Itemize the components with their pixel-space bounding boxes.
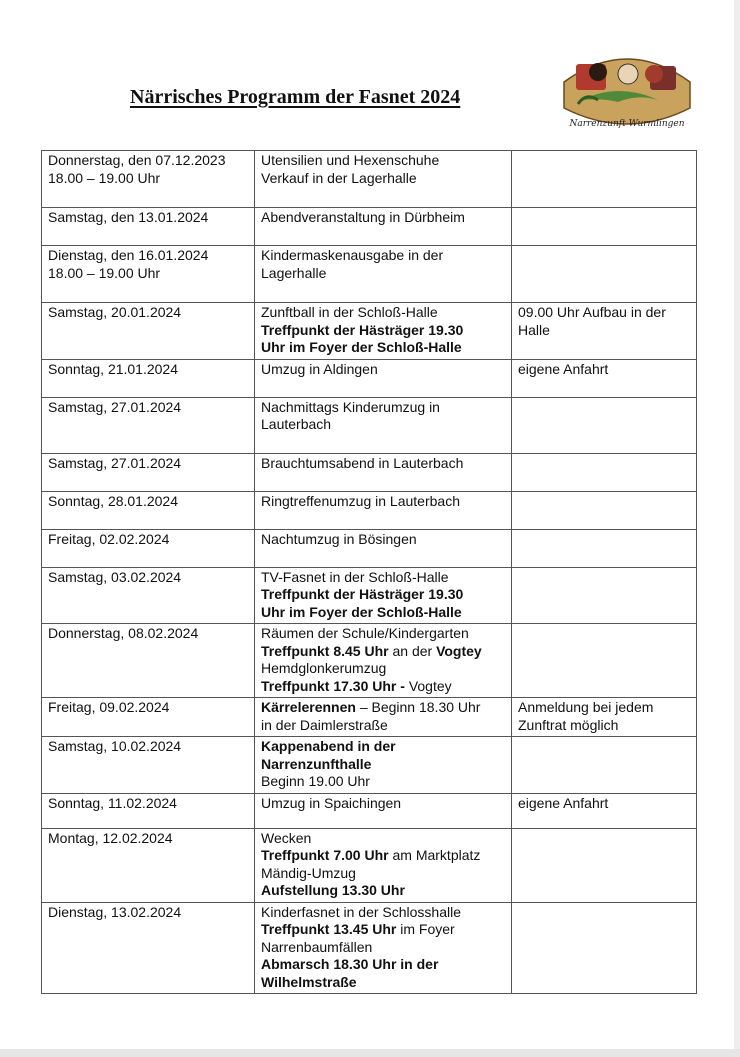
program-table bbox=[41, 150, 697, 994]
event-line bbox=[261, 304, 505, 322]
event-line bbox=[261, 416, 505, 434]
event-text-bold: Abmarsch 18.30 Uhr in der bbox=[261, 956, 439, 972]
event-cell bbox=[255, 529, 512, 567]
event-cell bbox=[255, 303, 512, 360]
date-line: Samstag, 10.02.2024 bbox=[48, 738, 182, 754]
note-cell: eigene Anfahrt bbox=[512, 359, 697, 397]
event-text: Nachtumzug in Bösingen bbox=[261, 530, 417, 547]
table-row bbox=[42, 491, 697, 529]
date-cell bbox=[42, 902, 255, 994]
event-text-bold: Kärrelerennen bbox=[261, 699, 356, 715]
event-cell bbox=[255, 793, 512, 828]
table-row bbox=[42, 151, 697, 208]
event-text: TV-Fasnet in der Schloß-Halle bbox=[261, 568, 449, 585]
event-cell bbox=[255, 359, 512, 397]
date-line: Freitag, 09.02.2024 bbox=[48, 699, 170, 715]
event-text-bold: Vogtey bbox=[436, 642, 482, 659]
table-row bbox=[42, 397, 697, 453]
event-text: Umzug in Aldingen bbox=[261, 360, 378, 377]
date-line: Dienstag, den 16.01.2024 bbox=[48, 247, 209, 263]
event-cell bbox=[255, 491, 512, 529]
date-cell bbox=[42, 793, 255, 828]
event-text: Hemdglonkerumzug bbox=[261, 660, 387, 676]
note-cell bbox=[512, 151, 697, 208]
table-row bbox=[42, 624, 697, 698]
date-line: Samstag, 27.01.2024 bbox=[48, 398, 182, 415]
date-cell bbox=[42, 453, 255, 491]
date-cell bbox=[42, 567, 255, 624]
table-row bbox=[42, 737, 697, 794]
event-line bbox=[261, 265, 505, 283]
event-line bbox=[261, 773, 505, 791]
program-table-body bbox=[42, 151, 697, 994]
event-text: Nachmittags Kinderumzug in bbox=[261, 398, 440, 415]
table-row bbox=[42, 303, 697, 360]
event-text: Brauchtumsabend in Lauterbach bbox=[261, 454, 464, 471]
note-cell: Anmeldung bei jedem Zunftrat möglich bbox=[512, 698, 697, 737]
event-line bbox=[261, 830, 505, 848]
date-cell bbox=[42, 828, 255, 902]
date-line: Sonntag, 28.01.2024 bbox=[48, 492, 179, 509]
table-row bbox=[42, 902, 697, 994]
note-cell bbox=[512, 624, 697, 698]
table-row bbox=[42, 793, 697, 828]
event-line bbox=[261, 756, 505, 774]
event-text-bold: Uhr im Foyer der Schloß-Halle bbox=[261, 603, 462, 620]
event-text: Kinderfasnet in der Schlosshalle bbox=[261, 903, 462, 920]
event-text: im Foyer bbox=[396, 921, 455, 937]
note-cell bbox=[512, 737, 697, 794]
event-text-bold: Treffpunkt 8.45 Uhr bbox=[261, 642, 389, 659]
event-line bbox=[261, 586, 505, 604]
date-line: Samstag, 03.02.2024 bbox=[48, 568, 182, 585]
date-line: 18.00 – 19.00 Uhr bbox=[48, 169, 161, 186]
event-text: Utensilien und Hexenschuhe bbox=[261, 152, 440, 168]
table-row bbox=[42, 359, 697, 397]
event-text: Vogtey bbox=[408, 677, 452, 694]
note-cell bbox=[512, 902, 697, 994]
event-line bbox=[261, 339, 505, 357]
event-text-bold: Narrenzunfthalle bbox=[261, 755, 372, 772]
date-cell bbox=[42, 737, 255, 794]
note-cell bbox=[512, 246, 697, 303]
note-cell bbox=[512, 529, 697, 567]
date-line: Freitag, 02.02.2024 bbox=[48, 530, 170, 547]
event-text: Kindermaskenausgabe in der bbox=[261, 247, 444, 263]
event-text-bold: Treffpunkt der Hästräger 19.30 bbox=[261, 586, 464, 602]
event-text: Narrenbaumfällen bbox=[261, 938, 373, 955]
event-text: Mändig-Umzug bbox=[261, 864, 356, 881]
document-title: Närrisches Programm der Fasnet 2024 bbox=[130, 86, 461, 108]
date-cell bbox=[42, 397, 255, 453]
page-edge bbox=[734, 0, 740, 1057]
event-cell bbox=[255, 567, 512, 624]
event-line bbox=[261, 795, 505, 813]
date-cell bbox=[42, 698, 255, 737]
date-line: Dienstag, 13.02.2024 bbox=[48, 903, 182, 920]
event-line bbox=[261, 699, 505, 717]
event-text-bold: Treffpunkt 17.30 Uhr - bbox=[261, 677, 409, 694]
date-cell bbox=[42, 529, 255, 567]
date-line: 18.00 – 19.00 Uhr bbox=[48, 264, 161, 281]
event-line bbox=[261, 361, 505, 379]
event-text-bold: Treffpunkt 13.45 Uhr bbox=[261, 921, 397, 937]
event-line bbox=[261, 904, 505, 922]
date-line: Sonntag, 21.01.2024 bbox=[48, 360, 179, 377]
event-text-bold: Treffpunkt 7.00 Uhr bbox=[261, 847, 389, 863]
event-line bbox=[261, 625, 505, 643]
event-line bbox=[261, 956, 505, 974]
event-cell bbox=[255, 246, 512, 303]
note-cell bbox=[512, 828, 697, 902]
event-text-bold: Aufstellung 13.30 Uhr bbox=[261, 882, 405, 898]
table-row bbox=[42, 567, 697, 624]
table-row bbox=[42, 828, 697, 902]
event-text: Beginn 19.00 Uhr bbox=[261, 773, 370, 789]
event-cell bbox=[255, 151, 512, 208]
event-line bbox=[261, 531, 505, 549]
event-line bbox=[261, 604, 505, 622]
event-line bbox=[261, 882, 505, 900]
event-line bbox=[261, 399, 505, 417]
date-line: Samstag, 27.01.2024 bbox=[48, 454, 182, 471]
event-line bbox=[261, 738, 505, 756]
date-cell bbox=[42, 359, 255, 397]
date-cell bbox=[42, 151, 255, 208]
event-line bbox=[261, 865, 505, 883]
event-text-bold: Wilhelmstraße bbox=[261, 973, 357, 990]
table-row bbox=[42, 453, 697, 491]
event-text: – Beginn 18.30 Uhr bbox=[355, 699, 481, 715]
event-line bbox=[261, 660, 505, 678]
event-text-bold: Treffpunkt der Hästräger 19.30 bbox=[261, 321, 464, 338]
date-cell bbox=[42, 208, 255, 246]
event-cell bbox=[255, 698, 512, 737]
event-line bbox=[261, 247, 505, 265]
event-cell bbox=[255, 828, 512, 902]
event-line bbox=[261, 209, 505, 227]
event-line bbox=[261, 455, 505, 473]
date-cell bbox=[42, 303, 255, 360]
event-line bbox=[261, 152, 505, 170]
event-cell bbox=[255, 624, 512, 698]
event-text: Lagerhalle bbox=[261, 264, 327, 281]
date-line: Sonntag, 11.02.2024 bbox=[48, 794, 177, 811]
event-cell bbox=[255, 208, 512, 246]
event-line bbox=[261, 921, 505, 939]
event-text: Umzug in Spaichingen bbox=[261, 794, 402, 811]
event-line bbox=[261, 170, 505, 188]
note-cell bbox=[512, 567, 697, 624]
event-text: Verkauf in der Lagerhalle bbox=[261, 169, 417, 186]
event-text: Ringtreffenumzug in Lauterbach bbox=[261, 492, 460, 509]
event-line bbox=[261, 643, 505, 661]
table-row bbox=[42, 208, 697, 246]
logo-text: Narrenzunft Wurmlingen bbox=[569, 119, 685, 129]
event-text: Lauterbach bbox=[261, 416, 332, 432]
event-line bbox=[261, 493, 505, 511]
narrenzunft-logo bbox=[558, 42, 696, 138]
event-line bbox=[261, 678, 505, 696]
date-cell bbox=[42, 246, 255, 303]
date-line: Samstag, den 13.01.2024 bbox=[48, 209, 209, 225]
date-line: Donnerstag, den 07.12.2023 bbox=[48, 152, 226, 168]
event-text: an der bbox=[388, 642, 437, 659]
event-text-bold: Uhr im Foyer der Schloß-Halle bbox=[261, 339, 462, 355]
event-text: Räumen der Schule/Kindergarten bbox=[261, 625, 469, 641]
event-line bbox=[261, 569, 505, 587]
note-cell: eigene Anfahrt bbox=[512, 793, 697, 828]
event-text: am Marktplatz bbox=[388, 847, 481, 863]
event-line bbox=[261, 974, 505, 992]
event-text-bold: Kappenabend in der bbox=[261, 738, 396, 754]
event-text: Zunftball in der Schloß-Halle bbox=[261, 304, 438, 320]
date-cell bbox=[42, 624, 255, 698]
event-cell bbox=[255, 737, 512, 794]
note-cell bbox=[512, 397, 697, 453]
note-cell bbox=[512, 453, 697, 491]
event-line bbox=[261, 939, 505, 957]
date-cell bbox=[42, 491, 255, 529]
note-cell: 09.00 Uhr Aufbau in der Halle bbox=[512, 303, 697, 360]
event-text: Wecken bbox=[261, 829, 312, 846]
event-line bbox=[261, 322, 505, 340]
date-line: Montag, 12.02.2024 bbox=[48, 829, 173, 846]
note-cell bbox=[512, 208, 697, 246]
table-row bbox=[42, 698, 697, 737]
event-cell bbox=[255, 397, 512, 453]
note-cell bbox=[512, 491, 697, 529]
event-cell bbox=[255, 902, 512, 994]
date-line: Donnerstag, 08.02.2024 bbox=[48, 625, 199, 641]
event-text: in der Daimlerstraße bbox=[261, 716, 388, 733]
table-row bbox=[42, 529, 697, 567]
page-bottom-edge bbox=[0, 1049, 740, 1057]
table-row bbox=[42, 246, 697, 303]
event-text: Abendveranstaltung in Dürbheim bbox=[261, 209, 465, 225]
event-line bbox=[261, 717, 505, 735]
date-line: Samstag, 20.01.2024 bbox=[48, 304, 182, 320]
event-cell bbox=[255, 453, 512, 491]
event-line bbox=[261, 847, 505, 865]
